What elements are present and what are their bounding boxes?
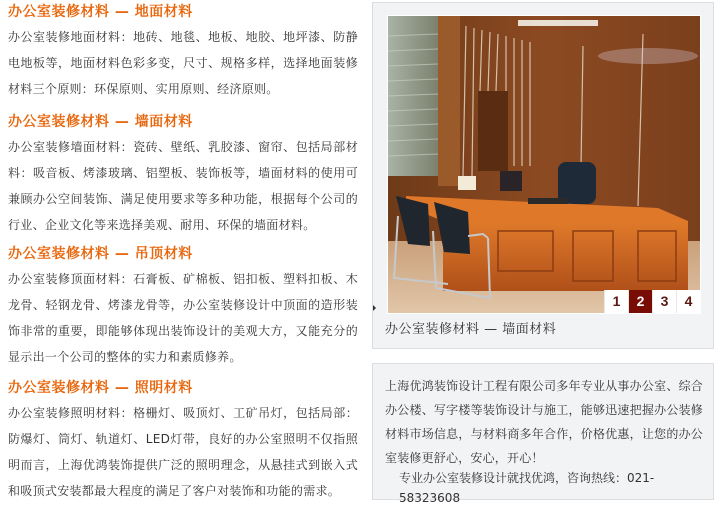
slideshow-panel (372, 2, 714, 349)
slideshow-caption[interactable]: 办公室装修材料 — 墙面材料 (385, 322, 557, 337)
company-info-panel (372, 363, 714, 505)
section-body: 办公室装修顶面材料：石膏板、矿棉板、铝扣板、塑料扣板、木龙骨、轻钢龙骨、烤漆龙骨等，办公室装修设计中顶面的造形装饰非常的重要，即能够体现出装饰设计的美观大方，又能充分的显示出一个公司的整体的实力和素质修养。 (8, 272, 358, 364)
section-title: 办公室装修材料 — 墙面材料 (8, 114, 193, 130)
page-button-3[interactable]: 3 (652, 290, 676, 313)
page-button-4[interactable]: 4 (676, 290, 700, 313)
section-lighting-materials (8, 376, 358, 504)
section-floor-materials (8, 0, 358, 102)
page-button-1[interactable]: 1 (604, 290, 628, 313)
hotline-text: 专业办公室装修设计就找优鸿，咨询热线：021-58323608 (399, 471, 655, 505)
section-body: 办公室装修照明材料：格栅灯、吸顶灯、工矿吊灯，包括局部：防爆灯、筒灯、轨道灯、LED灯带，良好的办公室照明不仅指照明而言，上海优鸿装饰提供广泛的照明理念，从悬挂式到嵌入式和吸顶式安装都最大程度的满足了客户对装饰和功能的需求。 (8, 406, 358, 498)
section-title: 办公室装修材料 — 地面材料 (8, 4, 193, 20)
section-title: 办公室装修材料 — 吊顶材料 (8, 246, 193, 262)
slideshow-pager (604, 290, 700, 313)
section-body: 办公室装修墙面材料：瓷砖、壁纸、乳胶漆、窗帘、包括局部材料：吸音板、烤漆玻璃、铝塑板、装饰板等，墙面材料的使用可兼顾办公空间装饰、满足使用要求等多种功能，根据每个公司的行业、企业文化等来选择美观、耐用、环保的墙面材料。 (8, 140, 358, 232)
section-body: 办公室装修地面材料：地砖、地毯、地板、地胶、地坪漆、防静电地板等，地面材料色彩多变，尺寸、规格多样，选择地面装修材料三个原则：环保原则、实用原则、经济原则。 (8, 30, 358, 96)
office-photo-illustration (388, 16, 701, 314)
page-button-2[interactable]: 2 (628, 290, 652, 313)
slideshow-image[interactable] (387, 15, 701, 314)
company-description: 上海优鸿装饰设计工程有限公司多年专业从事办公室、综合办公楼、写字楼等装饰设计与施工，能够迅速把握办公装修材料市场信息，与材料商多年合作，价格优惠，让您的办公室装修更舒心，安心，开心！ (385, 379, 703, 465)
section-title: 办公室装修材料 — 照明材料 (8, 380, 193, 396)
section-ceiling-materials (8, 242, 358, 370)
arrow-indicator-icon (373, 305, 376, 311)
section-wall-materials (8, 110, 358, 238)
